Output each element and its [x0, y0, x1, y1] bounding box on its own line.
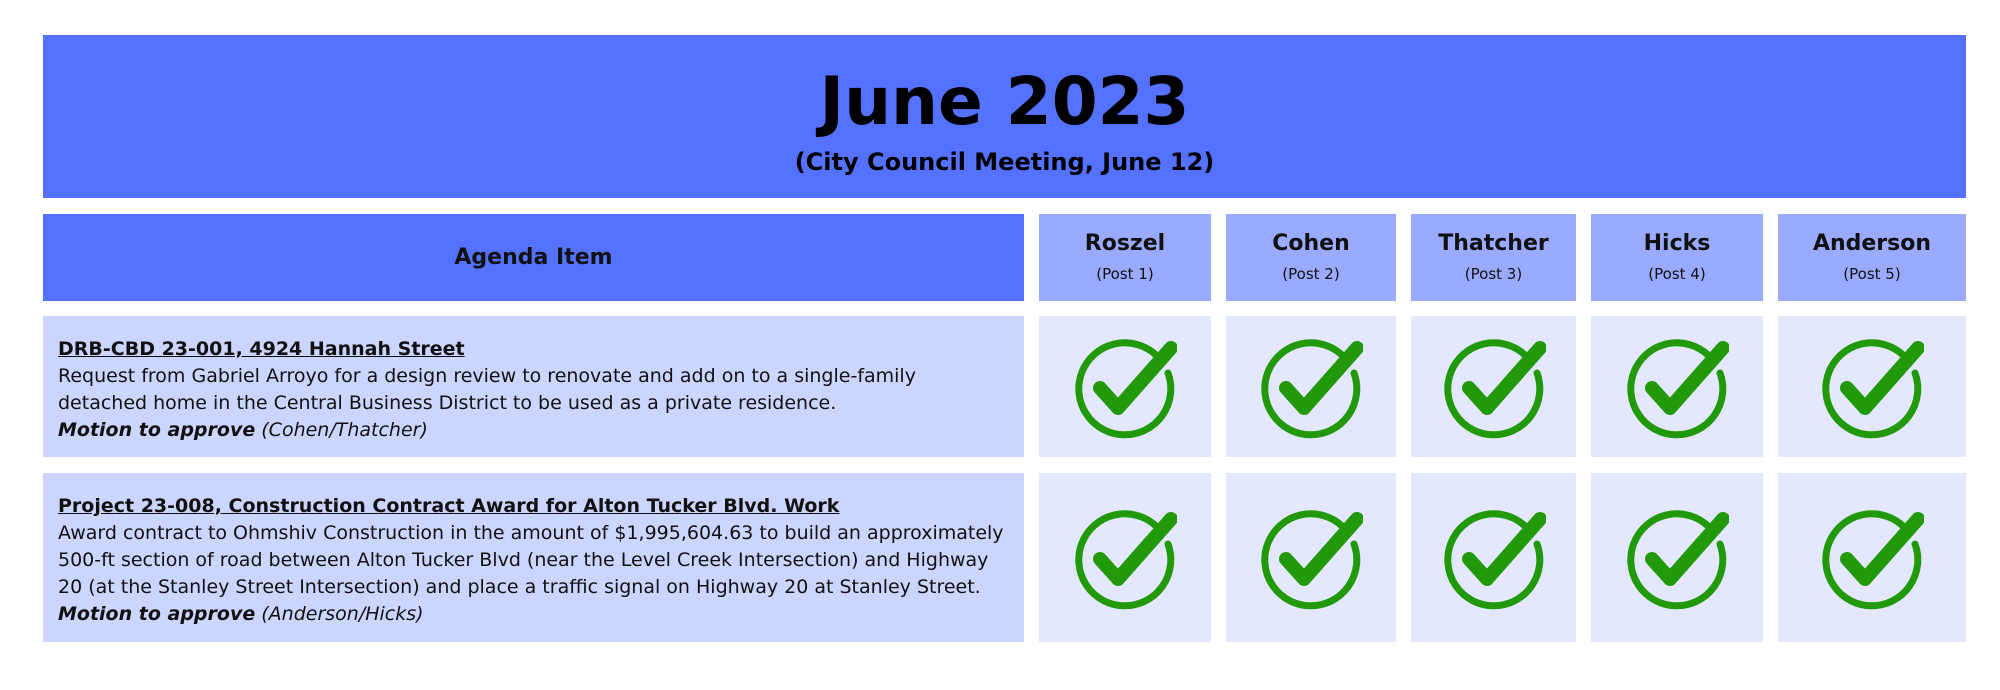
check-icon	[1820, 506, 1924, 610]
vote-cell	[1591, 316, 1763, 457]
vote-cell	[1226, 316, 1396, 457]
agenda-item-description: Request from Gabriel Arroyo for a design review to renovate and add on to a single-family detached home in the Central Business District to be used as a private residence.	[58, 365, 916, 414]
page-title: June 2023	[819, 63, 1190, 140]
agenda-item-motion	[58, 417, 1010, 444]
check-icon	[1073, 506, 1177, 610]
vote-cell	[1039, 473, 1211, 642]
member-name: Roszel	[1084, 231, 1166, 256]
member-name: Cohen	[1272, 231, 1350, 256]
agenda-item-title: DRB-CBD 23-001, 4924 Hannah Street	[58, 338, 465, 360]
check-icon	[1625, 335, 1729, 439]
check-icon	[1259, 506, 1363, 610]
check-icon	[1625, 506, 1729, 610]
member-post: (Post 5)	[1843, 265, 1901, 283]
agenda-item-1	[43, 316, 1024, 457]
motion-movers: (Cohen/Thatcher)	[261, 419, 428, 441]
vote-cell	[1778, 316, 1966, 457]
agenda-item-column-header	[43, 214, 1024, 301]
vote-cell	[1039, 316, 1211, 457]
member-post: (Post 1)	[1096, 265, 1154, 283]
motion-label: Motion to approve	[58, 603, 256, 625]
agenda-item-description: Award contract to Ohmshiv Construction in the amount of $1,995,604.63 to build an approximately 500-ft section of road between Alton Tucker Blvd (near the Level Creek Intersection) and Highway 20 (at the Stanley Street Intersection) and place a traffic signal on Highway 20 at Stanley Street.	[58, 522, 1004, 598]
agenda-item-title: Project 23-008, Construction Contract Award for Alton Tucker Blvd. Work	[58, 495, 840, 517]
check-icon	[1073, 335, 1177, 439]
member-column-header-cohen	[1226, 214, 1396, 301]
member-column-header-roszel	[1039, 214, 1211, 301]
check-icon	[1442, 506, 1546, 610]
check-icon	[1259, 335, 1363, 439]
vote-cell	[1411, 316, 1576, 457]
report-header	[43, 35, 1966, 198]
member-column-header-anderson	[1778, 214, 1966, 301]
member-post: (Post 3)	[1464, 265, 1523, 283]
member-column-header-hicks	[1591, 214, 1763, 301]
vote-cell	[1591, 473, 1763, 642]
member-column-header-thatcher	[1411, 214, 1576, 301]
check-icon	[1820, 335, 1924, 439]
member-name: Hicks	[1643, 231, 1711, 256]
check-icon	[1442, 335, 1546, 439]
motion-movers: (Anderson/Hicks)	[261, 603, 424, 625]
member-name: Anderson	[1812, 231, 1932, 256]
member-post: (Post 4)	[1648, 265, 1706, 283]
agenda-item-2	[43, 473, 1024, 642]
vote-cell	[1411, 473, 1576, 642]
agenda-item-column-label: Agenda Item	[454, 245, 613, 270]
member-name: Thatcher	[1438, 231, 1549, 256]
vote-cell	[1778, 473, 1966, 642]
member-post: (Post 2)	[1282, 265, 1340, 283]
agenda-item-motion	[58, 601, 1010, 628]
page-subtitle: (City Council Meeting, June 12)	[794, 148, 1215, 176]
motion-label: Motion to approve	[58, 419, 256, 441]
vote-cell	[1226, 473, 1396, 642]
